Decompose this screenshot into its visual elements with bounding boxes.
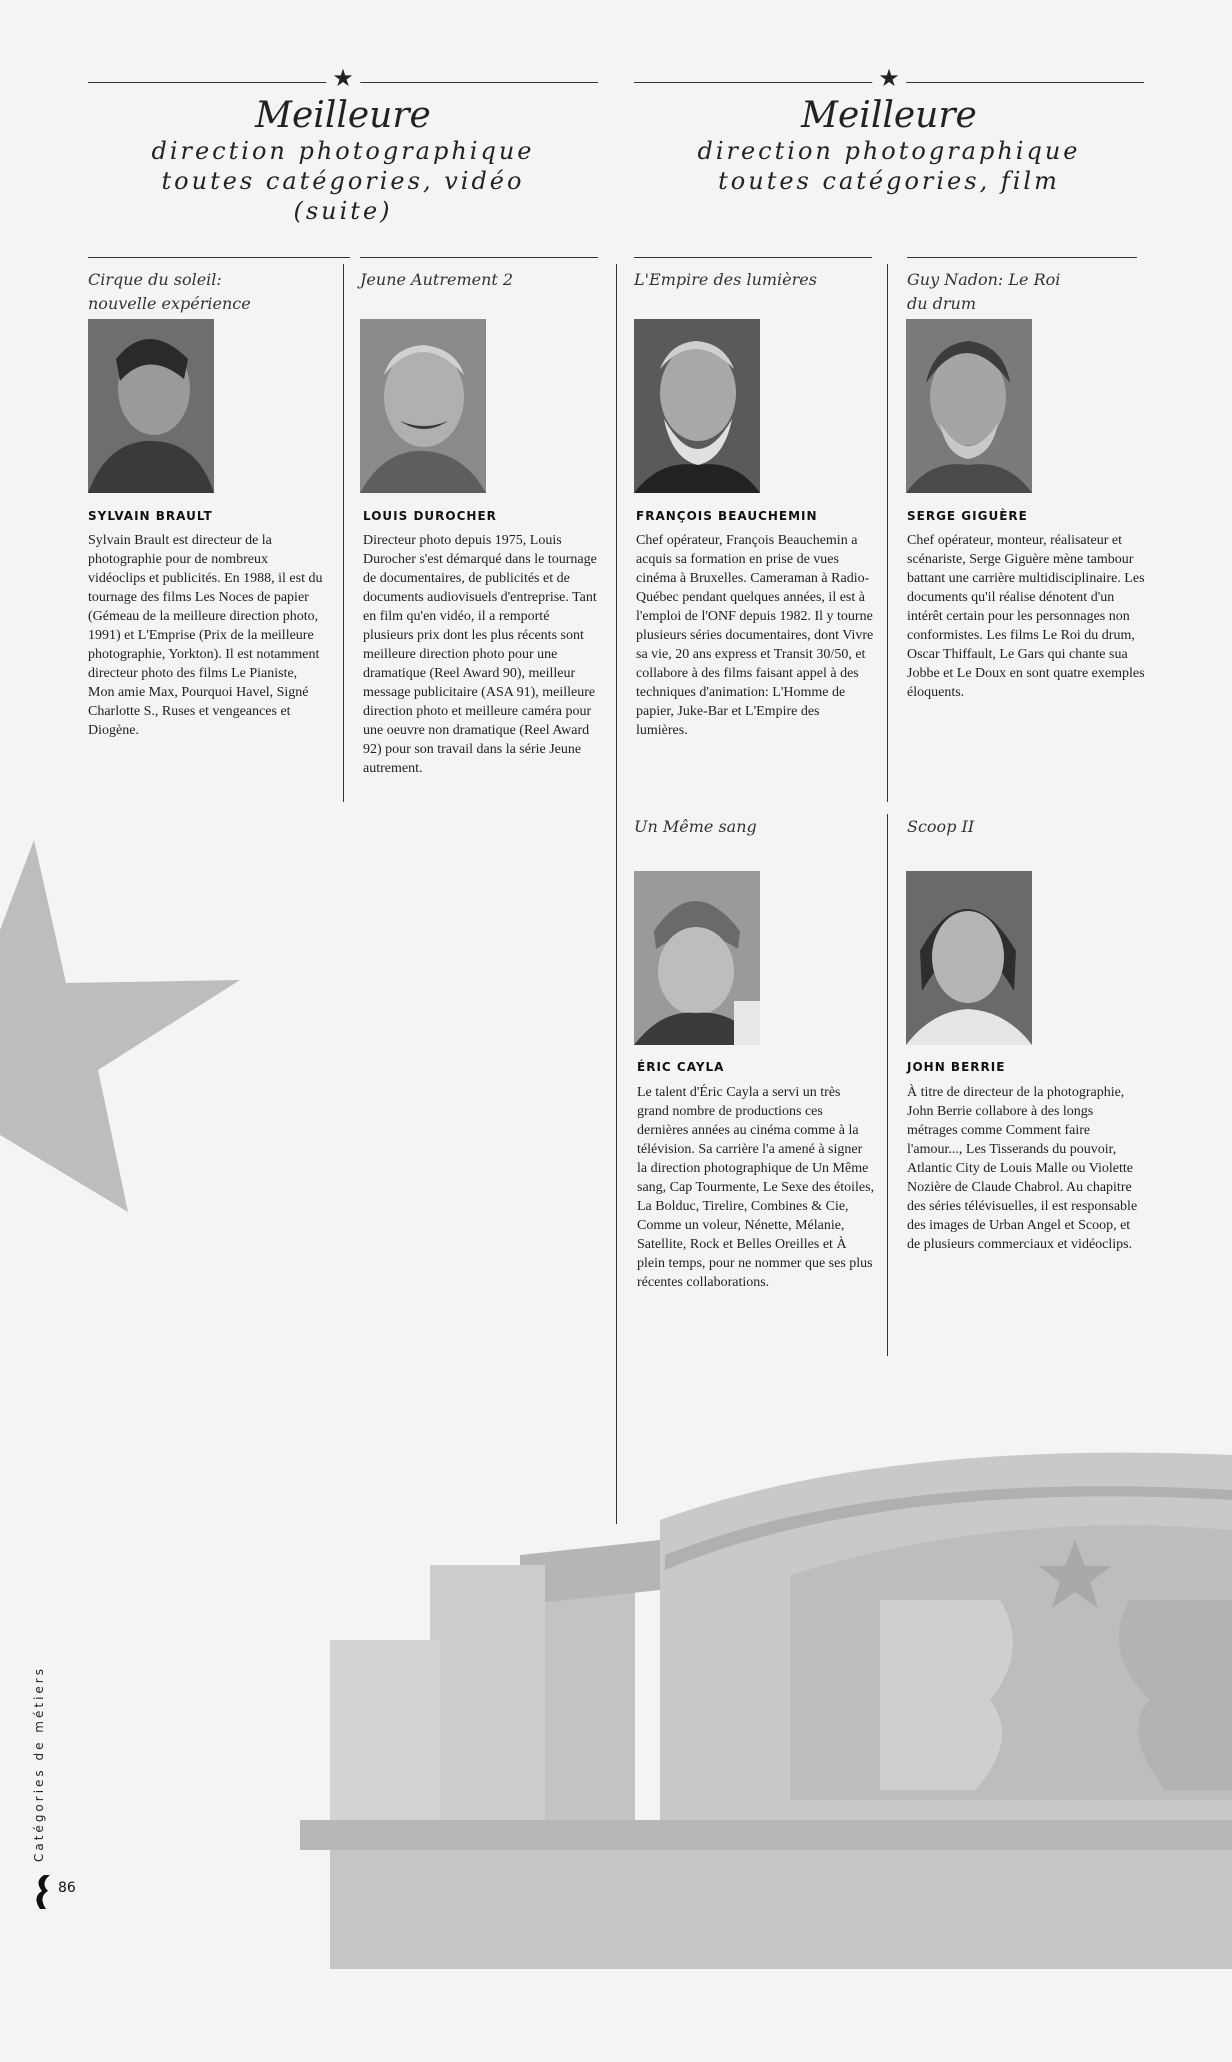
person-name: SERGE GIGUÈRE <box>907 509 1028 523</box>
person-bio: Directeur photo depuis 1975, Louis Durocher s'est démarqué dans le tournage de documentaires, de publicités et de documents audiovisuels d'entreprise. Tant en film qu'en vidéo, il a remporté plusieurs prix dont les plus récents sont meilleure direction photo pour une dramatique (Reel Award 90), meilleur message publicitaire (ASA 91), meilleure direction photo et meilleure caméra pour une oeuvre non dramatique (Reel Award 92) pour son travail dans la série Jeune autrement. <box>363 533 597 776</box>
header-subtitle-1: direction photographique <box>151 137 535 165</box>
column-divider <box>887 264 888 802</box>
column-rule <box>634 257 872 258</box>
header-title: Meilleure <box>801 95 977 136</box>
column-rule <box>88 257 350 258</box>
decorative-star <box>0 840 240 1212</box>
header-rule <box>634 64 1144 92</box>
column-divider <box>343 264 344 802</box>
star-icon: ★ <box>872 65 906 91</box>
portrait-photo <box>906 319 1032 493</box>
theatre-facade-decor <box>300 1453 1232 1969</box>
person-name: SYLVAIN BRAULT <box>88 509 213 523</box>
entry-column <box>88 257 350 316</box>
left-category-header <box>88 64 598 226</box>
person-name: LOUIS DUROCHER <box>363 509 497 523</box>
header-subtitle-3: (suite) <box>293 197 393 225</box>
entry-column <box>360 257 622 292</box>
portrait-photo <box>634 319 760 493</box>
portrait-photo <box>88 319 214 493</box>
section-marker-icon <box>36 1875 54 1909</box>
portrait-photo <box>906 871 1032 1045</box>
portrait-photo <box>360 319 486 493</box>
column-rule <box>907 257 1137 258</box>
column-divider <box>616 264 617 1524</box>
entry-column <box>634 257 896 292</box>
column-rule <box>360 257 598 258</box>
header-title: Meilleure <box>255 95 431 136</box>
header-rule <box>88 64 598 92</box>
person-bio: Chef opérateur, François Beauchemin a acquis sa formation en prise de vues cinéma à Bruxelles. Cameraman à Radio-Québec pendant quelques années, il est à l'emploi de l'ONF depuis 1982. Il y tourne plusieurs séries documentaires, dont Vivre sa vie, 20 ans express et Transit 30/50, et collabore à des films faisant appel à des techniques d'animation: L'Homme de papier, Juke-Bar et L'Empire des lumières. <box>636 533 874 738</box>
production-title: Jeune Autrement 2 <box>360 270 514 289</box>
production-title: L'Empire des lumières <box>634 270 817 289</box>
star-icon: ★ <box>326 65 360 91</box>
person-name: JOHN BERRIE <box>907 1060 1006 1074</box>
entry-column <box>634 805 896 839</box>
person-bio: À titre de directeur de la photographie, John Berrie collabore à des longs métrages comme Comment faire l'amour..., Les Tisserands du pouvoir, Atlantic City de Louis Malle ou Violette Nozière de Claude Chabrol. Au chapitre des séries télévisuelles, il est responsable des images de Urban Angel et Scoop, et de plusieurs commerciaux et vidéoclips. <box>907 1085 1138 1252</box>
production-title: Un Même sang <box>634 817 757 836</box>
production-title: Cirque du soleil: nouvelle expérience <box>88 270 251 313</box>
person-bio: Chef opérateur, monteur, réalisateur et scénariste, Serge Giguère mène tambour battant une carrière multidisciplinaire. Les documents qu'il réalise dénotent d'un intérêt certain pour les personnages non conformistes. Les films Le Roi du drum, Oscar Thiffault, Le Gars qui chante sua Jobbe et Le Doux en sont quatre exemples éloquents. <box>907 533 1145 700</box>
header-subtitle-2: toutes catégories, vidéo <box>161 167 525 195</box>
production-title: Guy Nadon: Le Roi du drum <box>907 270 1061 313</box>
production-title: Scoop II <box>907 817 975 836</box>
person-bio: Le talent d'Éric Cayla a servi un très grand nombre de productions ces dernières années au cinéma comme à la télévision. Sa carrière l'a amené à signer la direction photographique de Un Même sang, Cap Tourmente, Le Sexe des étoiles, La Bolduc, Tirelire, Combines & Cie, Comme un voleur, Nénette, Mélanie, Satellite, Rock et Belles Oreilles et À plein temps, pour ne nommer que ses plus récentes collaborations. <box>637 1085 875 1290</box>
header-subtitle-1: direction photographique <box>697 137 1081 165</box>
section-label: Catégories de métiers <box>32 1666 46 1862</box>
page-number: 86 <box>58 1880 76 1896</box>
entry-column <box>907 805 1169 839</box>
entry-column <box>907 257 1169 316</box>
column-divider <box>887 814 888 1356</box>
person-bio: Sylvain Brault est directeur de la photographie pour de nombreux vidéoclips et publicités. En 1988, il est du tournage des films Les Noces de papier (Gémeau de la meilleure direction photo, 1991) et L'Emprise (Prix de la meilleure photographie, Yorkton). Il est notamment directeur photo des films Le Pianiste, Mon amie Max, Pourquoi Havel, Signé Charlotte S., Ruses et vengeances et Diogène. <box>88 533 323 738</box>
portrait-photo <box>634 871 760 1045</box>
right-category-header <box>634 64 1144 196</box>
person-name: ÉRIC CAYLA <box>637 1060 725 1074</box>
header-subtitle-2: toutes catégories, film <box>718 167 1060 195</box>
person-name: FRANÇOIS BEAUCHEMIN <box>636 509 818 523</box>
